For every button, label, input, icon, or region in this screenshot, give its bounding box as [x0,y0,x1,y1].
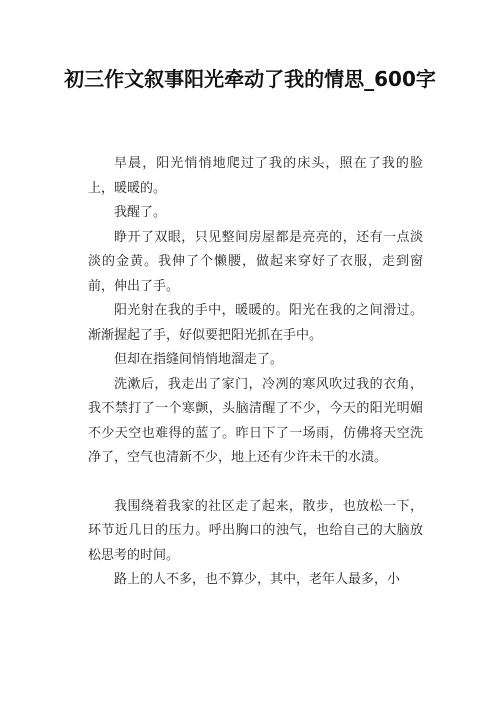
paragraph-7: 我围绕着我家的社区走了起来，散步，也放松一下，环节近几日的压力。呼出胸口的浊气，也给自己的大脑放松思考的时间。 [88,498,423,563]
document-title: 初三作文叙事阳光牵动了我的情思_600字 [64,67,436,91]
document-body [88,152,423,593]
paragraph-2: 我醒了。 [114,205,167,220]
paragraph-1: 早晨，阳光悄悄地爬过了我的床头，照在了我的脸上，暖暖的。 [88,156,423,196]
paragraph-gap [88,471,423,495]
paragraph-8: 路上的人不多，也不算少，其中，老年人最多，小 [114,572,401,587]
paragraph-3: 睁开了双眼，只见整间房屋都是亮亮的，还有一点淡淡的金黄。我伸了个懒腰，做起来穿好了衣服，走到窗前，伸出了手。 [88,229,423,294]
paragraph-4: 阳光射在我的手中，暖暖的。阳光在我的之间滑过。渐渐握起了手，好似要把阳光抓在手中。 [88,303,423,343]
paragraph-5: 但却在指缝间悄悄地溜走了。 [114,352,284,367]
paragraph-6: 洗漱后，我走出了家门，冷冽的寒风吹过我的衣角，我不禁打了一个寒颤，头脑清醒了不少，今天的阳光明媚不少天空也难得的蓝了。昨日下了一场雨，仿佛将天空洗净了，空气也清新不少，地上还有少许未干的水渍。 [88,376,423,465]
